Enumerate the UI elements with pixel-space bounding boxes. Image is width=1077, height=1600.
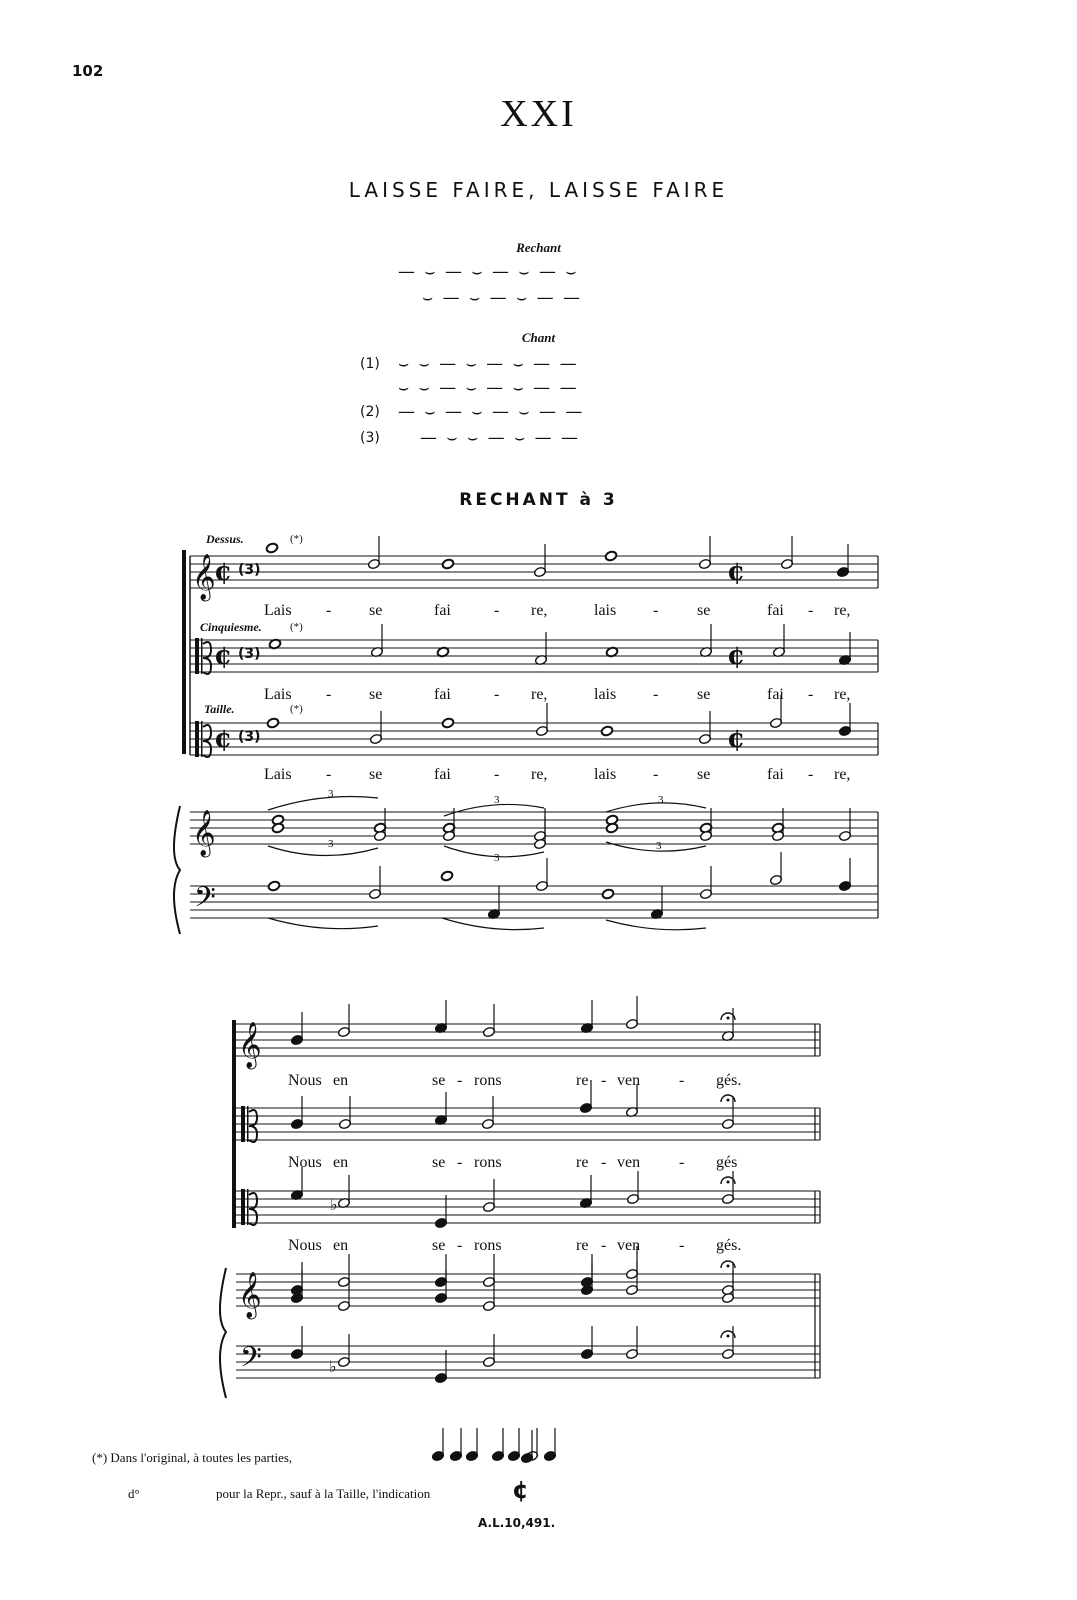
lyric-syllable: se — [369, 602, 383, 619]
chant-meter-line: ⌣ ⌣ — ⌣ — ⌣ — — — [398, 378, 579, 398]
lyric-syllable: fai — [434, 686, 451, 703]
tuplet-mark: 3 — [494, 852, 500, 864]
lyric-syllable: ven — [617, 1237, 641, 1254]
bass-clef: 𝄢 — [240, 1341, 262, 1381]
asterisk-marker: (*) — [290, 533, 303, 545]
fermata-dot — [727, 1099, 730, 1102]
lyric-syllable: - — [601, 1154, 607, 1171]
lyric-syllable: se — [697, 602, 711, 619]
cut-time-sign: ¢ — [727, 641, 746, 671]
chant-index: (3) — [360, 430, 380, 446]
system-bracket — [232, 1020, 236, 1228]
c-clef — [241, 1106, 245, 1142]
cut-time-sign: ¢ — [214, 641, 233, 671]
footnote-line-1: (*) Dans l'original, à toutes les parties, — [92, 1450, 293, 1465]
slur — [606, 920, 706, 930]
lyric-syllable: en — [333, 1237, 349, 1254]
section-heading: RECHANT à 3 — [459, 490, 618, 510]
c-clef — [203, 642, 211, 674]
lyric-syllable: re — [576, 1072, 589, 1089]
rechant-meter-line: ⌣ — ⌣ — ⌣ — — — [422, 288, 582, 308]
flat-sign: ♭ — [329, 1357, 337, 1376]
c-clef — [247, 1106, 249, 1142]
slur — [268, 797, 378, 811]
lyric-syllable: - — [326, 602, 332, 619]
treble-clef: 𝄞 — [238, 1022, 262, 1068]
tuplet-mark: 3 — [656, 840, 662, 852]
lyric-syllable: rons — [474, 1237, 502, 1254]
plate-number: A.L.10,491. — [478, 1516, 556, 1530]
lyric-syllable: se — [432, 1237, 446, 1254]
lyric-syllable: - — [494, 766, 500, 783]
time-signature: (3) — [238, 562, 261, 578]
lyric-syllable: fai — [434, 602, 451, 619]
piece-number: XXI — [500, 93, 577, 135]
note-head — [601, 888, 614, 899]
lyric-syllable: rons — [474, 1154, 502, 1171]
slur — [444, 804, 544, 816]
c-clef — [201, 638, 203, 674]
chant-meter-line: — ⌣ ⌣ — ⌣ — — — [420, 428, 580, 448]
c-clef — [249, 1110, 257, 1142]
cut-time-sign: ¢ — [727, 557, 746, 587]
asterisk-marker: (*) — [290, 621, 303, 633]
lyric-syllable: re, — [531, 766, 548, 783]
lyric-syllable: Nous — [288, 1154, 322, 1171]
lyric-syllable: - — [601, 1237, 607, 1254]
lyric-syllable: - — [457, 1154, 463, 1171]
rechant-label: Rechant — [516, 240, 561, 255]
note-head — [266, 717, 279, 728]
lyric-syllable: se — [697, 766, 711, 783]
cut-time-sign: ¢ — [214, 724, 233, 754]
bass-clef: 𝄢 — [194, 881, 216, 921]
time-signature: (3) — [238, 646, 261, 662]
cut-time-sign: ¢ — [214, 557, 233, 587]
lyric-syllable: - — [494, 602, 500, 619]
lyric-syllable: - — [457, 1072, 463, 1089]
system-bracket — [182, 550, 186, 754]
chant-label: Chant — [521, 330, 556, 345]
lyric-syllable: ven — [617, 1154, 641, 1171]
lyric-syllable: se — [697, 686, 711, 703]
lyric-syllable: fai — [767, 766, 784, 783]
lyric-syllable: - — [679, 1237, 685, 1254]
lyric-syllable: gés. — [716, 1072, 742, 1089]
slur — [268, 918, 378, 929]
lyric-syllable: en — [333, 1154, 349, 1171]
page-number: 102 — [72, 62, 104, 80]
lyric-syllable: rons — [474, 1072, 502, 1089]
lyric-syllable: - — [808, 766, 814, 783]
tuplet-mark: 3 — [658, 794, 664, 806]
lyric-syllable: lais — [594, 766, 617, 783]
cut-time-sign: ¢ — [727, 724, 746, 754]
lyric-syllable: se — [369, 766, 383, 783]
lyric-syllable: gés. — [716, 1237, 742, 1254]
lyric-syllable: - — [679, 1154, 685, 1171]
lyric-syllable: - — [494, 686, 500, 703]
lyric-syllable: fai — [434, 766, 451, 783]
lyric-syllable: - — [457, 1237, 463, 1254]
c-clef — [201, 721, 203, 757]
fermata-dot — [727, 1181, 730, 1184]
asterisk-marker: (*) — [290, 703, 303, 715]
footnote-line-2: pour la Repr., sauf à la Taille, l'indication — [216, 1486, 431, 1501]
note-head — [604, 550, 617, 561]
tuplet-mark: 3 — [328, 838, 334, 850]
voice-label-dessus: Dessus. — [206, 532, 244, 546]
lyric-syllable: - — [653, 686, 659, 703]
footnote-ditto: d° — [128, 1486, 140, 1501]
c-clef — [195, 721, 199, 757]
c-clef — [241, 1189, 245, 1225]
lyric-syllable: - — [326, 686, 332, 703]
piece-title: LAISSE FAIRE, LAISSE FAIRE — [348, 178, 729, 202]
tuplet-mark: 3 — [494, 794, 500, 806]
slur — [606, 842, 706, 851]
chant-index: (1) — [360, 356, 380, 372]
lyric-syllable: - — [601, 1072, 607, 1089]
c-clef — [203, 725, 211, 757]
lyric-syllable: se — [432, 1072, 446, 1089]
lyric-syllable: - — [653, 766, 659, 783]
lyric-syllable: re, — [531, 602, 548, 619]
lyric-syllable: - — [653, 602, 659, 619]
lyric-syllable: Nous — [288, 1237, 322, 1254]
lyric-syllable: re, — [834, 766, 851, 783]
c-clef — [247, 1189, 249, 1225]
slur — [444, 846, 544, 857]
lyric-syllable: gés — [716, 1154, 738, 1171]
chant-meter-line: ⌣ ⌣ — ⌣ — ⌣ — — — [398, 354, 579, 374]
treble-clef: 𝄞 — [192, 810, 216, 856]
treble-clef: 𝄞 — [238, 1272, 262, 1318]
flat-sign: ♭ — [330, 1195, 338, 1214]
lyric-syllable: ven — [617, 1072, 641, 1089]
slur — [442, 918, 544, 930]
lyric-syllable: Nous — [288, 1072, 322, 1089]
chant-meter-line: — ⌣ — ⌣ — ⌣ — — — [398, 402, 585, 422]
lyric-syllable: re, — [834, 686, 851, 703]
piano-brace — [220, 1268, 226, 1398]
lyric-syllable: - — [326, 766, 332, 783]
lyric-syllable: - — [679, 1072, 685, 1089]
lyric-syllable: fai — [767, 686, 784, 703]
fermata-dot — [727, 1017, 730, 1020]
cut-time-symbol: ¢ — [512, 1476, 529, 1504]
lyric-syllable: en — [333, 1072, 349, 1089]
lyric-syllable: Lais — [264, 602, 292, 619]
lyric-syllable: Lais — [264, 686, 292, 703]
c-clef — [195, 638, 199, 674]
lyric-syllable: lais — [594, 686, 617, 703]
note-head — [441, 717, 454, 728]
note-head — [440, 870, 453, 881]
fermata-dot — [727, 1335, 730, 1338]
note-head — [441, 558, 454, 569]
lyric-syllable: - — [808, 602, 814, 619]
note-head — [267, 880, 280, 891]
treble-clef: 𝄞 — [192, 554, 216, 600]
lyric-syllable: re, — [531, 686, 548, 703]
lyric-syllable: se — [369, 686, 383, 703]
chant-index: (2) — [360, 404, 380, 420]
note-head — [265, 542, 278, 553]
lyric-syllable: fai — [767, 602, 784, 619]
lyric-syllable: re — [576, 1154, 589, 1171]
fermata-dot — [727, 1265, 730, 1268]
lyric-syllable: se — [432, 1154, 446, 1171]
lyric-syllable: - — [808, 686, 814, 703]
voice-label-taille: Taille. — [204, 702, 235, 716]
tuplet-mark: 3 — [328, 788, 334, 800]
slur — [268, 846, 378, 856]
lyric-syllable: lais — [594, 602, 617, 619]
time-signature: (3) — [238, 729, 261, 745]
piano-brace — [174, 806, 180, 934]
c-clef — [249, 1193, 257, 1225]
lyric-syllable: re, — [834, 602, 851, 619]
voice-label-cinquiesme: Cinquiesme. — [200, 620, 262, 634]
lyric-syllable: re — [576, 1237, 589, 1254]
note-head — [600, 725, 613, 736]
rechant-meter-line: — ⌣ — ⌣ — ⌣ — ⌣ — [398, 262, 579, 282]
slur — [606, 803, 706, 812]
lyric-syllable: Lais — [264, 766, 292, 783]
